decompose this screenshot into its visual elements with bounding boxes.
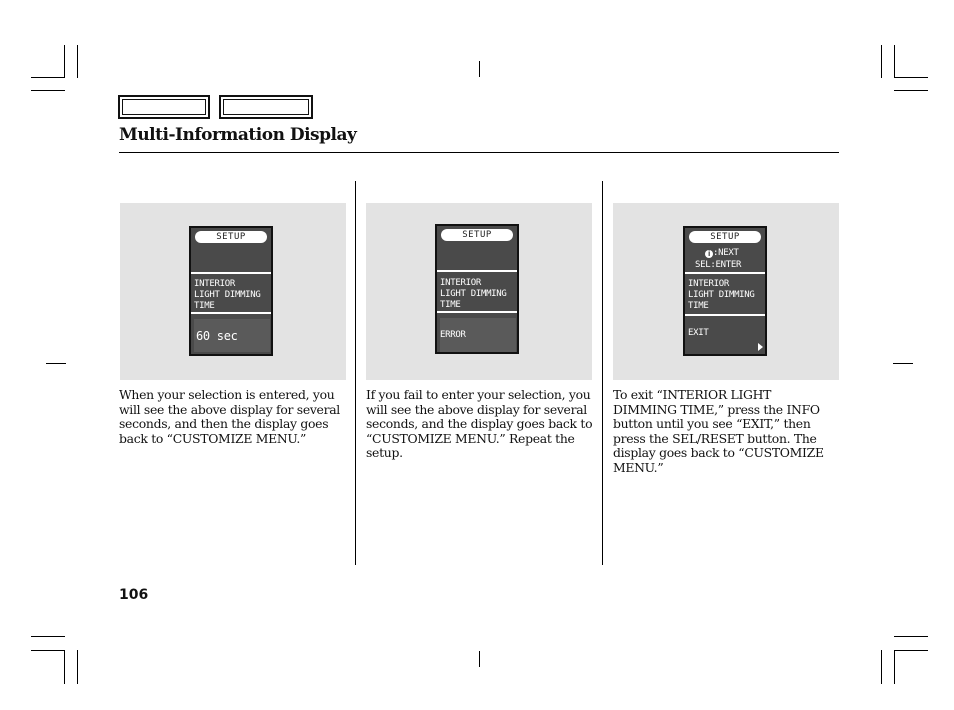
- info-icon: i: [705, 250, 713, 258]
- value-text: ERROR: [440, 330, 466, 340]
- item-line-3: TIME: [688, 301, 709, 311]
- item-line-1: INTERIOR: [440, 278, 481, 288]
- header-tab-1: [118, 95, 210, 119]
- next-hint: [705, 248, 739, 258]
- next-label: :NEXT: [713, 248, 739, 258]
- item-line-2: LIGHT DIMMING: [440, 289, 507, 299]
- column-divider-2: [602, 181, 603, 565]
- illustration-panel-3: [613, 203, 839, 380]
- illustration-panel-2: [366, 203, 592, 380]
- screen-divider: [437, 270, 517, 272]
- item-line-2: LIGHT DIMMING: [688, 290, 755, 300]
- item-line-3: TIME: [194, 301, 215, 311]
- screen-divider: [685, 314, 765, 316]
- screen-divider: [437, 311, 517, 313]
- screen-divider: [191, 272, 271, 274]
- item-line-1: INTERIOR: [194, 279, 235, 289]
- page-title: Multi-Information Display: [119, 125, 357, 145]
- header-tab-2: [219, 95, 313, 119]
- arrow-right-icon: [758, 343, 763, 351]
- item-line-1: INTERIOR: [688, 279, 729, 289]
- setup-label: SETUP: [195, 231, 267, 243]
- display-screen-1: [189, 226, 273, 356]
- display-screen-2: [435, 224, 519, 354]
- display-screen-3: [683, 226, 767, 356]
- description-1: When your selection is entered, you will see the above display for several seconds, and then the display goes back to “CUSTOMIZE MENU.”: [119, 387, 340, 446]
- screen-divider: [685, 272, 765, 274]
- setup-label: SETUP: [689, 231, 761, 243]
- column-divider-1: [355, 181, 356, 565]
- page-number: 106: [119, 587, 149, 603]
- enter-hint: SEL:ENTER: [695, 260, 742, 270]
- description-3: To exit “INTERIOR LIGHT DIMMING TIME,” press the INFO button until you see “EXIT,” then press the SEL/RESET button. The display goes back to “CUSTOMIZE MENU.”: [613, 387, 824, 475]
- value-text: EXIT: [688, 328, 709, 338]
- item-line-2: LIGHT DIMMING: [194, 290, 261, 300]
- value-text: 60 sec: [196, 329, 238, 343]
- item-line-3: TIME: [440, 300, 461, 310]
- setup-label: SETUP: [441, 229, 513, 241]
- header-rule: [119, 152, 839, 153]
- illustration-panel-1: [120, 203, 346, 380]
- screen-divider: [191, 312, 271, 314]
- description-2: If you fail to enter your selection, you will see the above display for several seconds, and the display goes back to “CUSTOMIZE MENU.” Repeat the setup.: [366, 387, 593, 461]
